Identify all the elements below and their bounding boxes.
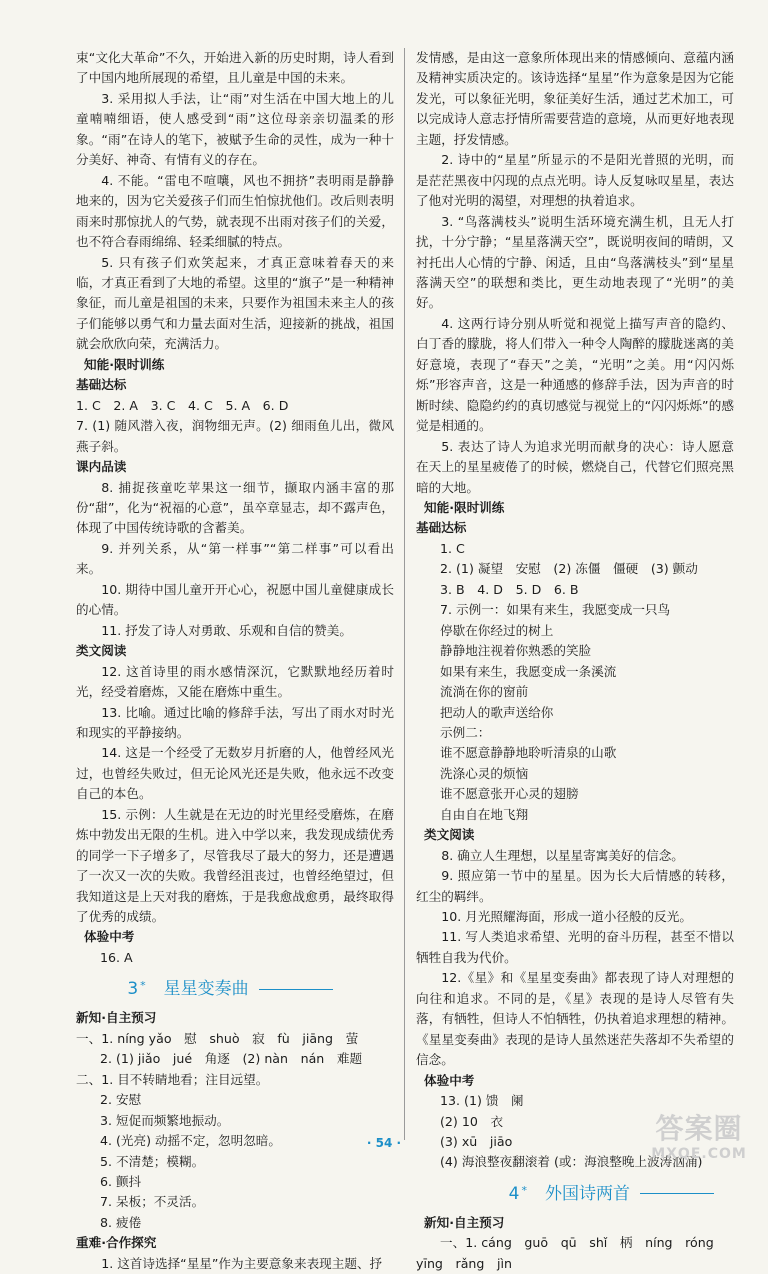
answer-paragraph: 3. 采用拟人手法，让“雨”对生活在中国大地上的儿童喃喃细语，使人感受到“雨”这位母亲亲切温柔的形象。“雨”在诗人的笔下，被赋予生命的灵性，成为一种十分美好、神奇、有情有义的存在。	[76, 90, 394, 168]
answer-line: 4. (光亮) 动摇不定，忽明忽暗。	[100, 1133, 281, 1149]
section-heading: 知能·限时训练	[84, 356, 165, 372]
answer-paragraph: 12. 这首诗里的雨水感情深沉，它默默地经历着时光，经受着磨炼，又能在磨炼中重生。	[76, 663, 394, 700]
answer-paragraph: 5. 表达了诗人为追求光明而献身的决心：诗人愿意在天上的星星疲倦了的时候，燃烧自己，代替它们照亮黑暗的大地。	[416, 438, 734, 495]
lesson-number: 4	[508, 1183, 520, 1204]
answer-paragraph: 发情感，是由这一意象所体现出来的情感倾向、意蕴内涵及精神实质决定的。该诗选择“星星”作为意象是因为它能发光，可以象征光明，象征美好生活，通过艺术加工，可以完成诗人意志抒情所需要营造的意境，从而更好地表现主题，抒发情感。	[416, 50, 734, 147]
answer-paragraph: 10. 期待中国儿童开开心心，祝愿中国儿童健康成长的心情。	[76, 581, 394, 618]
answer-line: 3. 短促而频繁地振动。	[100, 1112, 230, 1128]
section-heading: 类文阅读	[76, 643, 127, 659]
answer-paragraph: 2. 诗中的“星星”所显示的不是阳光普照的光明，而是茫茫黑夜中闪现的点点光明。诗人反复咏叹星星，表达了他对光明的渴望，对理想的执着追求。	[416, 152, 734, 209]
answer-line: 8. 疲倦	[100, 1214, 142, 1230]
answer-paragraph: 4. 这两行诗分别从听觉和视觉上描写声音的隐约、白丁香的朦胧，将人们带入一种令人陶醉的朦胧迷离的美好意境，表现了“春天”之美，“光明”之美。用“闪闪烁烁”形容声音，这是一种通感的修辞手法，因为声音的时断时续、隐隐约约的真切感觉与视觉上的“闪闪烁烁”的感觉是相通的。	[416, 315, 734, 434]
section-heading: 新知·自主预习	[424, 1214, 505, 1230]
section-heading: 课内品读	[76, 459, 127, 475]
section-heading: 基础达标	[416, 520, 467, 536]
section-heading: 新知·自主预习	[76, 1010, 157, 1026]
answer-line: 13. (1) 馈 阑	[440, 1093, 524, 1109]
heading-rule	[640, 1193, 714, 1194]
answer-line: 2. (1) jiǎo jué 角逐 (2) nàn nán 难题	[100, 1051, 363, 1067]
answer-line: 静静地注视着你熟悉的笑脸	[440, 643, 592, 659]
answer-line: (3) xū jiāo	[440, 1134, 513, 1150]
right-column	[416, 48, 734, 1274]
answer-line: 5. 不清楚；模糊。	[100, 1153, 205, 1169]
column-divider	[404, 48, 405, 1140]
answer-paragraph: 9. 照应第一节中的星星。因为长大后情感的转移，红尘的羁绊。	[416, 868, 734, 904]
lesson-number: 3	[127, 979, 139, 1000]
answer-paragraph: 7. (1) 随风潜入夜，润物细无声。(2) 细雨鱼儿出，微风燕子斜。	[76, 418, 394, 454]
answer-line: 如果有来生，我愿变成一条溪流	[440, 663, 617, 679]
answer-line: 16. A	[100, 949, 133, 965]
answer-line: 示例二：	[440, 724, 491, 740]
answer-paragraph: 8. 捕捉孩童吃苹果这一细节，撷取内涵丰富的那份“甜”，化为“祝福的心意”，虽卒章显志，却不露声色，体现了中国传统诗歌的含蓄美。	[76, 479, 394, 536]
section-heading: 重难·合作探究	[76, 1235, 157, 1251]
answer-paragraph: 5. 只有孩子们欢笑起来，才真正意味着春天的来临，才真正看到了大地的希望。这里的“旗子”是一种精神象征，而儿童是祖国的未来，只要作为祖国未来主人的孩子们能够以勇气和力量去面对生活，迎接新的挑战，祖国就会欣欣向荣，充满活力。	[76, 254, 394, 352]
answer-line: yīng rǎng jìn	[416, 1255, 512, 1271]
answer-line: 谁不愿意张开心灵的翅膀	[440, 786, 579, 802]
answer-paragraph: 束“文化大革命”不久，开始进入新的历史时期，诗人看到了中国内地所展现的希望，且儿童是中国的未来。	[76, 50, 394, 86]
heading-rule	[259, 989, 333, 990]
section-heading: 知能·限时训练	[424, 499, 505, 515]
answer-line: 7. 示例一：如果有来生，我愿变成一只鸟	[440, 602, 671, 618]
watermark-url: MXQE.COM	[651, 1146, 747, 1162]
answer-line: (4) 海浪整夜翻滚着 (或：海浪整晚上波涛汹涌)	[440, 1154, 703, 1170]
lesson-heading	[76, 972, 394, 1006]
answer-paragraph: 9. 并列关系，从“第一样事”“第二样事”可以看出来。	[76, 540, 394, 577]
answer-line: 1. C 2. A 3. C 4. C 5. A 6. D	[76, 397, 289, 413]
answer-paragraph: 8. 确立人生理想，以星星寄寓美好的信念。	[441, 847, 684, 863]
answer-line: 流淌在你的窗前	[440, 684, 529, 700]
section-heading: 基础达标	[76, 377, 127, 393]
answer-line: 7. 呆板；不灵活。	[100, 1194, 205, 1210]
lesson-title: 外国诗两首	[545, 1183, 630, 1204]
answer-paragraph: 3. “鸟落满枝头”说明生活环境充满生机，且无人打扰，十分宁静；“星星落满天空”，既说明夜间的晴朗，又衬托出人心情的宁静、闲适，且由“鸟落满枝头”到“星星落满天空”的联想和类比，更生动地表现了“光明”的美好。	[416, 213, 734, 311]
answer-line: 自由自在地飞翔	[440, 806, 529, 822]
lesson-title: 星星变奏曲	[163, 979, 249, 1000]
answer-paragraph: 11. 写人类追求希望、光明的奋斗历程，甚至不惜以牺牲自我为代价。	[416, 929, 734, 965]
answer-paragraph: 14. 这是一个经受了无数岁月折磨的人，他曾经风光过，也曾经失败过，但无论风光还是失败，他永远不改变自己的本色。	[76, 745, 394, 802]
section-heading: 体验中考	[424, 1072, 475, 1088]
left-column	[76, 48, 394, 1274]
watermark-logo	[640, 1112, 758, 1178]
answer-line: 停歇在你经过的树上	[440, 622, 554, 638]
answer-paragraph: 11. 抒发了诗人对勇敢、乐观和自信的赞美。	[101, 622, 352, 638]
answer-paragraph: 13. 比喻。通过比喻的修辞手法，写出了雨水对时光和现实的平静接纳。	[76, 704, 394, 740]
answer-paragraph: 4. 不能。“雷电不喧嚷，风也不拥挤”表明雨是静静地来的，因为它关爱孩子们而生怕惊扰他们。改后则表明雨来时那惊扰人的气势，就表现不出雨对孩子们的关爱，也不符合春雨绵绵、轻柔细腻的特点。	[76, 172, 394, 250]
answer-line: (2) 10 衣	[440, 1113, 504, 1129]
watermark-text: 答案圈	[655, 1112, 743, 1145]
section-heading: 体验中考	[84, 929, 135, 945]
star-mark: *	[140, 979, 146, 993]
answer-line: 2. 安慰	[100, 1092, 142, 1108]
answer-line: 一、1. níng yǎo 慰 shuò 寂 fù jiāng 萤	[76, 1030, 359, 1046]
answer-line: 2. (1) 凝望 安慰 (2) 冻僵 僵硬 (3) 颤动	[440, 561, 698, 577]
star-mark: *	[521, 1183, 527, 1197]
answer-line: 洗涤心灵的烦恼	[440, 765, 529, 781]
answer-line: 把动人的歌声送给你	[440, 704, 554, 720]
answer-line: 一、1. cáng guō qū shǐ 柄 níng róng	[440, 1235, 714, 1251]
answer-line: 1. C	[440, 540, 465, 556]
answer-paragraph: 1. 这首诗选择“星星”作为主要意象来表现主题、抒	[101, 1255, 383, 1271]
section-heading: 类文阅读	[424, 827, 475, 843]
answer-paragraph: 12.《星》和《星星变奏曲》都表现了诗人对理想的向往和追求。不同的是，《星》表现的是诗人尽管有失落，有牺牲，但诗人不怕牺牲，仍执着追求理想的精神。《星星变奏曲》表现的是诗人虽然迷茫失落却不失希望的信念。	[416, 970, 734, 1068]
lesson-heading	[416, 1177, 734, 1211]
answer-paragraph: 10. 月光照耀海面，形成一道小径般的反光。	[441, 909, 692, 925]
answer-line: 3. B 4. D 5. D 6. B	[440, 581, 579, 597]
answer-paragraph: 15. 示例：人生就是在无边的时光里经受磨炼，在磨炼中勃发出无限的生机。进入中学以来，我发现成绩优秀的同学一下子增多了，尽管我尽了最大的努力，还是遭遇了一次又一次的失败。我曾经沮丧过，也曾经绝望过，但我知道这是上天对我的磨炼，于是我愈战愈勇，最终取得了优秀的成绩。	[76, 806, 394, 925]
answer-line: 谁不愿意静静地聆听清泉的山歌	[440, 745, 617, 761]
answer-line: 二、1. 目不转睛地看；注目远望。	[76, 1071, 269, 1087]
answer-line: 6. 颤抖	[100, 1174, 142, 1190]
page-number: · 54 ·	[366, 1136, 402, 1150]
